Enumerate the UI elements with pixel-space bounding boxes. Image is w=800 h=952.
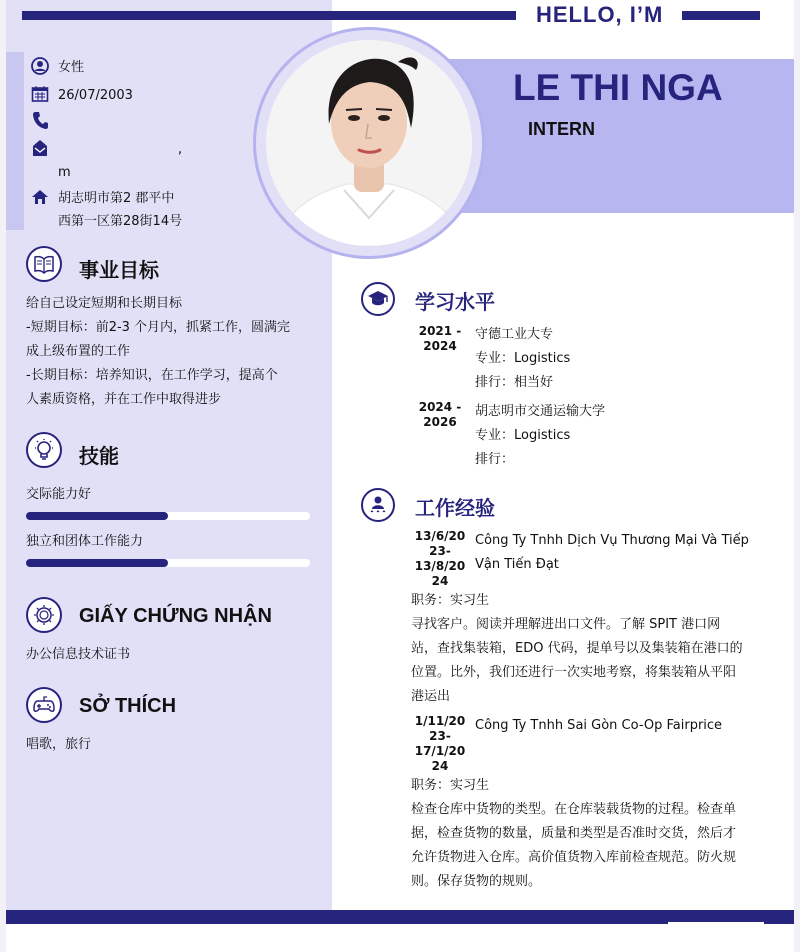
skill-bar <box>26 512 310 520</box>
email-icon <box>30 138 50 158</box>
description-line: 寻找客户。阅读并理解进出口文件。了解 SPIT 港口网 <box>411 617 721 632</box>
company-line: Công Ty Tnhh Dịch Vụ Thương Mại Và Tiếp <box>475 533 749 548</box>
company-line: Vận Tiến Đạt <box>475 557 559 572</box>
contact-gender <box>30 56 84 79</box>
contact-email <box>30 138 182 184</box>
description-line: 港运出 <box>411 689 451 704</box>
date-line: 23- <box>429 729 451 743</box>
lightbulb-icon <box>26 432 62 468</box>
contact-address <box>30 187 182 233</box>
work-date <box>411 714 469 774</box>
skill-bar-fill <box>26 512 168 520</box>
certificates-title: GIẤY CHỨNG NHẬN <box>79 605 272 627</box>
work-company <box>475 529 749 577</box>
work-role: 职务：实习生 <box>411 778 490 793</box>
email-text-wrap[interactable] <box>58 138 182 184</box>
job-title: INTERN <box>528 119 595 139</box>
work-role: 职务：实习生 <box>411 593 490 608</box>
birthdate-text: 26/07/2003 <box>58 88 133 103</box>
career-line: -长期目标：培养知识，在工作学习，提高个 <box>26 368 278 383</box>
profile-photo <box>266 40 472 246</box>
skill-label: 独立和团体工作能力 <box>26 534 144 549</box>
date-line: 13/8/20 <box>414 559 466 573</box>
date-line: 1/11/20 <box>414 714 466 728</box>
education-title: 学习水平 <box>415 292 495 314</box>
description-line: 站，查找集装箱，EDO 代码，提单号以及集装箱在港口的 <box>411 641 743 656</box>
graduation-cap-icon <box>361 282 395 316</box>
award-icon <box>26 597 62 633</box>
education-rank: 排行：相当好 <box>475 375 554 390</box>
education-major: 专业：Logistics <box>475 351 571 366</box>
footer-gap <box>668 922 764 928</box>
date-line: 2026 <box>423 415 457 429</box>
address-line-1: 胡志明市第2 郡平中 <box>58 191 175 206</box>
hobbies-text: 唱歌，旅行 <box>26 737 92 752</box>
calendar-icon <box>30 84 50 104</box>
contact-birthdate <box>30 84 133 107</box>
date-line: 2024 - <box>418 400 462 414</box>
work-company <box>475 714 722 738</box>
gamepad-icon <box>26 687 62 723</box>
date-line: 2021 - <box>418 324 462 338</box>
contact-accent-strip <box>6 52 24 230</box>
education-date <box>411 400 469 430</box>
description-line: 检查仓库中货物的类型。在仓库装载货物的过程。检查单 <box>411 802 737 817</box>
date-line: 2024 <box>423 339 457 353</box>
description-line: 则。保存货物的规则。 <box>411 874 542 889</box>
work-description <box>411 798 783 894</box>
page-edge <box>794 0 800 952</box>
greeting-heading: HELLO, I’M <box>536 2 664 27</box>
skill-bar <box>26 559 310 567</box>
career-line: 人素质资格，并在工作中取得进步 <box>26 392 222 407</box>
date-line: 24 <box>431 759 449 773</box>
career-objective-text <box>26 292 326 412</box>
education-major: 专业：Logistics <box>475 428 571 443</box>
address-text <box>58 187 182 233</box>
description-line: 据，检查货物的数量，质量和类型是否准时交货，然后才 <box>411 826 737 841</box>
candidate-name: LE THI NGA <box>513 67 723 108</box>
book-icon <box>26 246 62 282</box>
hobbies-title: SỞ THÍCH <box>79 695 177 717</box>
education-date <box>411 324 469 354</box>
date-line: 23- <box>429 544 451 558</box>
career-line: -短期目标：前2-3 个月内，抓紧工作，圆满完 <box>26 320 291 335</box>
contact-phone <box>30 110 58 130</box>
date-line: 13/6/20 <box>414 529 466 543</box>
work-experience-title: 工作经验 <box>415 498 495 520</box>
user-team-icon <box>361 488 395 522</box>
skill-label: 交际能力好 <box>26 487 92 502</box>
skill-bar-fill <box>26 559 168 567</box>
work-date <box>411 529 469 589</box>
education-rank: 排行： <box>475 452 515 467</box>
address-line-2: 西第一区第28街14号 <box>58 214 183 229</box>
phone-icon <box>30 110 50 130</box>
header-rule-left <box>22 11 516 20</box>
home-icon <box>30 187 50 207</box>
date-line: 24 <box>431 574 449 588</box>
education-school: 守德工业大专 <box>475 327 554 342</box>
company-line: Công Ty Tnhh Sai Gòn Co-Op Fairprice <box>475 718 723 733</box>
career-objective-title: 事业目标 <box>79 260 159 282</box>
gender-text: 女性 <box>58 60 85 75</box>
email-line-1: , <box>178 142 183 157</box>
description-line: 允许货物进入仓库。高价值货物入库前检查规范。防火规 <box>411 850 737 865</box>
date-line: 17/1/20 <box>414 744 466 758</box>
certificate-item: 办公信息技术证书 <box>26 647 131 662</box>
career-line: 成上级布置的工作 <box>26 344 131 359</box>
work-description <box>411 613 783 709</box>
description-line: 位置。比外，我们还进行一次实地考察，将集装箱从平阳 <box>411 665 737 680</box>
header-rule-right <box>682 11 760 20</box>
career-line: 给自己设定短期和长期目标 <box>26 296 183 311</box>
education-school: 胡志明市交通运输大学 <box>475 404 606 419</box>
skills-title: 技能 <box>79 446 119 468</box>
person-icon <box>30 56 50 76</box>
email-line-2: m <box>58 165 71 180</box>
